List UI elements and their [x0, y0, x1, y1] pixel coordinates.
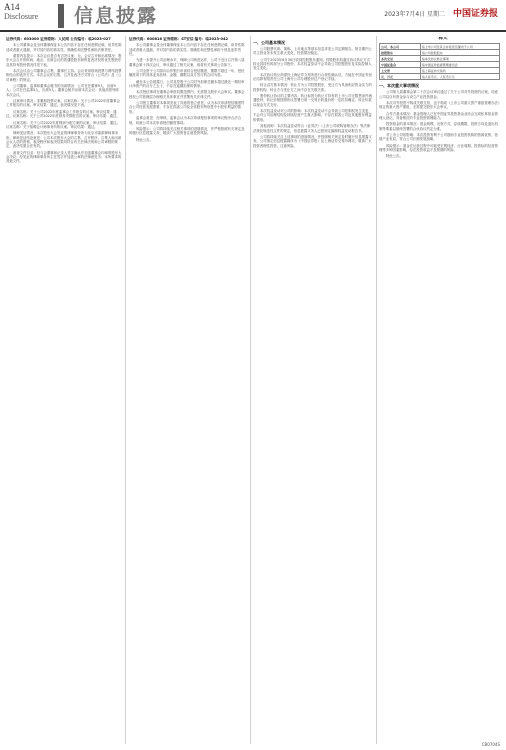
table-cell: 指本次协议转让事项: [420, 56, 499, 62]
paragraph: 议案审议情况：非累积投票议案。议案名称：关于公司2022年度董事会工作报告的议案。审议结果：通过。表决情况见下表。: [6, 99, 120, 108]
column-1: [6, 37, 122, 743]
paragraph: 其他说明：本次权益变动符合《证券法》《上市公司收购管理办法》等法律法规及规范性文件的规定，信息披露义务人已按规定编制权益变动报告书。: [253, 124, 371, 133]
definitions-table: [379, 43, 500, 80]
column-divider: [125, 36, 126, 744]
paragraph: 本次会议由公司董事会召集，董事长主持。会议采用现场投票与网络投票相结合的表决方式。本次会议的召集、召开及表决方式符合《公司法》及《公司章程》的规定。: [6, 69, 122, 82]
column-2: [129, 37, 247, 743]
column-4: [379, 37, 500, 743]
paragraph: 公司将持续关注上述事项的进展情况，并按照相关规定及时履行信息披露义务。公司指定信息披露媒体为《中国证券报》及上海证券交易所网站，敬请广大投资者理性投资，注意风险。: [253, 134, 372, 148]
paragraph: 公司股票代码、简称、上市地点等基本信息详见公司定期报告。报告期内公司主营业务未发生重大变化，经营情况稳定。: [253, 47, 372, 56]
paragraph: 公司于2023年6月30日收到控股股东通知，控股股东拟通过协议转让方式转让其持有的部分公司股份，本次权益变动不会导致公司控股股东及实际控制人发生变化。: [253, 57, 372, 71]
page-number-text: A14: [4, 2, 20, 12]
paragraph: 截至本公告披露日，公司及控股子公司对外担保总额未超过最近一期经审计净资产的百分之五十，不存在逾期担保的情形。: [129, 79, 245, 89]
announcement-code: 证券代码：603000 证券简称：人民网 公告编号：临2023-027: [6, 37, 111, 41]
paragraph: 股份转让协议的主要内容：转让标的为转让方持有的上市公司无限售条件流通股份；转让价格按照协议签署日前一交易日收盘价的一定折扣确定；转让价款以现金方式支付。: [253, 94, 372, 107]
announcement-code: 证券代码：600816 证券简称：ST安信 编号：临2023-042: [129, 37, 229, 41]
section-title-box: [58, 4, 178, 28]
header-rule: [0, 30, 506, 32]
table-cell: 控股股东: [380, 50, 421, 56]
section-bar: [58, 4, 64, 28]
masthead: [384, 6, 498, 19]
section-name-en: Disclosure: [4, 12, 39, 21]
table-cell: 元、万元: [380, 74, 421, 80]
paragraph: 本次授信事项在董事会审批权限范围内，无需提交股东大会审议。董事会授权公司管理层办理相关具体事宜并签署有关法律文件。: [129, 90, 245, 99]
section-heading: 一、公司基本情况: [253, 40, 285, 45]
paragraph: 转让双方基本情况：转让方为公司控股股东，受让方为具备相应资金实力的投资机构，转让方与受让方之间不存在关联关系。: [253, 83, 372, 92]
column-3: [253, 37, 373, 743]
table-row: [380, 74, 500, 80]
paragraph: 为进一步提升公司治理水平，保障公司规范运作，公司于近日召开第八届董事会第十四次会议，审议通过了相关议案，现将有关事项公告如下。: [129, 58, 245, 67]
paragraph: 本次权益变动对公司的影响：本次权益变动不会导致公司控制权发生变更，不会对公司治理结构及持续经营产生重大影响，不存在损害公司及其他股东利益的情形。: [253, 109, 372, 122]
table-cell: 指人民币元、人民币万元: [420, 74, 499, 80]
paragraph: 对上市公司的影响：本次投资有利于公司借助专业投资机构的资源优势，拓展产业布局，符合公司长期发展战略。: [379, 133, 498, 142]
paragraph: 本公司董事会及全体董事保证本公告内容不存在任何虚假记载、误导性陈述或者重大遗漏，并对其内容的真实性、准确性和完整性承担个别及连带责任。: [129, 43, 245, 57]
table-cell: 指公司控股股东: [420, 50, 499, 56]
paragraph: 本次协议转让尚需经上海证券交易所进行合规性确认后，方能在中国证券登记结算有限责任公司上海分公司办理股份过户登记手续。: [253, 72, 372, 82]
table-cell: 公司、本公司: [380, 44, 421, 50]
paragraph: 重要内容提示：本次会议是否有否决议案：无。会议召开和出席情况：股东大会召开的时间、地点、出席会议的普通股股东和恢复表决权的优先股股东及其持有股份情况详见下表。: [6, 54, 122, 67]
section-heading: 一、本次重大事项情况: [379, 83, 419, 89]
paragraph: 投资基金的基本情况：基金规模、出资方式、存续期限、投资方向及退出机制等要素以最终签署的合伙协议约定为准。: [379, 122, 498, 131]
table-cell: 指上市公司及其合并报表范围内子公司: [420, 44, 499, 50]
paragraph: 合作方基本情况：基金管理人已在中国证券投资基金业协会完成私募基金管理人登记，具备相应的专业投资管理能力。: [379, 111, 498, 121]
paragraph: 律师见证情况：本次股东大会见证的律师事务所为北京市嘉源律师事务所。律师见证结论意见：公司本次股东大会的召集、召开程序，召集人和出席会议人员的资格、表决程序和表决结果均符合有关法律法规和公司章程的规定，表决结果合法有效。: [6, 131, 122, 149]
table-cell: 本次交易: [380, 56, 421, 62]
page-header: [0, 0, 506, 30]
paragraph: 公司独立董事对本事项发表了同意的独立意见，认为本次申请授信额度符合公司经营发展需要，不存在损害公司及全体股东特别是中小股东利益的情形。: [129, 101, 245, 114]
paragraph: 议案名称：关于公司2022年度利润分配方案的议案。审议结果：通过。议案名称：关于续聘会计师事务所的议案。审议结果：通过。: [6, 120, 120, 129]
table-cell: 中国证监会: [380, 62, 421, 68]
paragraph: 特此公告。: [136, 137, 153, 142]
paragraph: 议案名称：关于公司2022年度监事会工作报告的议案。审议结果：通过。议案名称：关于公司2022年度财务决算报告的议案。审议结果：通过。: [6, 109, 120, 119]
footer-code: CB0704S: [481, 742, 500, 747]
table-cell: 上交所: [380, 68, 421, 74]
paragraph: 公司董事、监事和董事会秘书的出席情况：公司在任董事9人，出席9人；公司在任监事5人，出席5人；董事会秘书出席本次会议；其他高管列席本次会议。: [6, 84, 119, 97]
issue-date: 2023年7月4日 星期二: [384, 11, 446, 18]
paragraph: 特此公告。: [386, 154, 403, 159]
table-cell: 指上海证券交易所: [420, 68, 499, 74]
paragraph: 风险提示：公司将持续关注相关事项的进展情况，并严格按照有关规定及时履行信息披露义务，敬请广大投资者注意投资风险。: [129, 126, 245, 136]
paragraph: 本次对外投资不构成关联交易，也不构成《上市公司重大资产重组管理办法》规定的重大资产重组，无需提交股东大会审议。: [379, 101, 500, 110]
column-divider: [376, 36, 377, 744]
paragraph: 监事会意见：经审核，监事会认为本次申请授信事项的审议程序合法合规，同意公司本次申请授信额度事项。: [129, 116, 242, 125]
paragraph: 公司全资子公司拟向合作银行申请综合授信额度，期限不超过一年，授信额度项下的具体业务品种、金额、期限以双方签订的合同为准。: [129, 69, 245, 78]
paragraph: 公司第九届董事会第二十次会议审议通过了关于公司对外投资的议案，同意公司以自有资金参与设立产业投资基金。: [379, 90, 498, 99]
paragraph: 风险提示：基金在运营过程中可能受宏观经济、行业周期、投资标的经营管理等多种因素影响，存在投资收益不及预期的风险。: [379, 143, 498, 153]
table-cell: 指中国证券监督管理委员会: [420, 62, 499, 68]
column-divider: [250, 36, 251, 744]
section-title: 信息披露: [74, 5, 159, 27]
page-number: [4, 2, 38, 22]
paragraph: 备查文件目录：经与会董事和记录人签字确认并加盖董事会印章的股东大会决议；经见证的律师事务所主任签字并加盖公章的法律意见书；本所要求的其他文件。: [6, 150, 122, 164]
definitions-title: 释义: [438, 37, 448, 41]
newspaper-brand: 中国证券报: [452, 9, 498, 19]
paragraph: 本公司董事会及全体董事保证本公告内容不存在任何虚假记载、误导性陈述或者重大遗漏，并对其内容的真实性、准确性和完整性承担法律责任。: [6, 43, 122, 52]
